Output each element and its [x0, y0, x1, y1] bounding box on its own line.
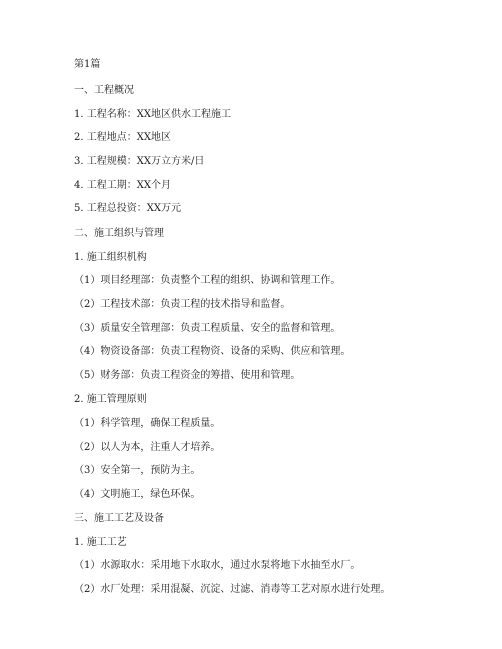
- list-item: （4）文明施工，绿色环保。: [74, 489, 201, 500]
- list-item: 1. 工程名称：XX地区供水工程施工: [74, 109, 231, 120]
- chapter-heading: 三、施工工艺及设备: [74, 513, 164, 524]
- list-item: （5）财务部：负责工程资金的筹措、使用和管理。: [74, 370, 301, 381]
- list-item: （2）以人为本，注重人才培养。: [74, 442, 221, 453]
- list-item: 2. 工程地点：XX地区: [74, 132, 171, 143]
- list-item: （2）水厂处理：采用混凝、沉淀、过滤、消毒等工艺对原水进行处理。: [74, 584, 391, 595]
- list-item: （3）质量安全管理部：负责工程质量、安全的监督和管理。: [74, 323, 341, 334]
- subheading: 1. 施工组织机构: [74, 252, 147, 263]
- subheading: 2. 施工管理原则: [74, 394, 147, 405]
- list-item: 3. 工程规模：XX万立方米/日: [74, 156, 205, 167]
- list-item: （1）水源取水：采用地下水取水，通过水泵将地下水抽至水厂。: [74, 560, 361, 571]
- list-item: 4. 工程工期：XX个月: [74, 180, 171, 191]
- subheading: 1. 施工工艺: [74, 537, 127, 548]
- chapter-heading: 一、工程概况: [74, 85, 134, 96]
- chapter-heading: 二、施工组织与管理: [74, 228, 164, 239]
- list-item: （1）科学管理，确保工程质量。: [74, 418, 221, 429]
- list-item: 5. 工程总投资：XX万元: [74, 203, 181, 214]
- list-item: （1）项目经理部：负责整个工程的组织、协调和管理工作。: [74, 275, 341, 286]
- list-item: （3）安全第一，预防为主。: [74, 465, 201, 476]
- list-item: （4）物资设备部：负责工程物资、设备的采购、供应和管理。: [74, 346, 351, 357]
- section-heading: 第1篇: [74, 59, 101, 70]
- list-item: （2）工程技术部：负责工程的技术指导和监督。: [74, 299, 291, 310]
